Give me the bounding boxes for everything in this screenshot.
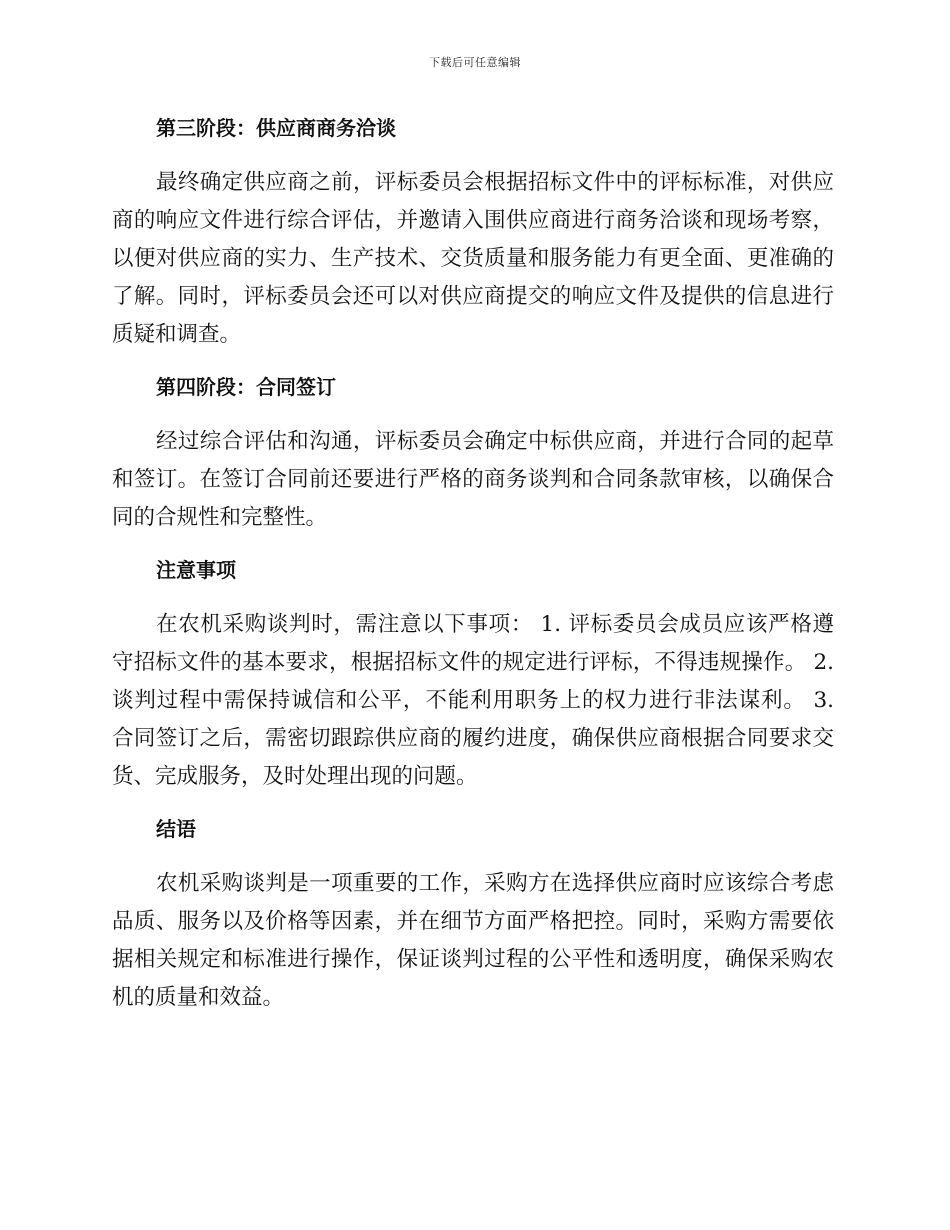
section-paragraph: 在农机采购谈判时，需注意以下事项： 1. 评标委员会成员应该严格遵守招标文件的基本要求，根据招标文件的规定进行评标，不得违规操作。 2. 谈判过程中需保持诚信和公平，不能利用职务上的权力进行非法谋利。 3. 合同签订之后，需密切跟踪供应商的履约进度，确保供应商根据合同要求交货、完成服务，及时处理出现的问题。 — [112, 612, 834, 789]
document-body — [112, 112, 834, 1034]
section-heading: 第三阶段：供应商商务洽谈 — [156, 116, 396, 140]
page-header: 下载后可任意编辑 — [429, 56, 521, 69]
section-paragraph: 农机采购谈判是一项重要的工作，采购方在选择供应商时应该综合考虑品质、服务以及价格等因素，并在细节方面严格把控。同时，采购方需要依据相关规定和标准进行操作，保证谈判过程的公平性和透明度，确保采购农机的质量和效益。 — [112, 871, 834, 1010]
section-heading: 第四阶段：合同签订 — [156, 375, 336, 399]
section-heading: 结语 — [156, 817, 196, 841]
section-conclusion — [112, 813, 834, 1017]
section-notes — [112, 554, 834, 796]
section-heading: 注意事项 — [156, 558, 236, 582]
section-stage-four — [112, 371, 834, 537]
section-paragraph: 经过综合评估和沟通，评标委员会确定中标供应商，并进行合同的起草和签订。在签订合同前还要进行严格的商务谈判和合同条款审核，以确保合同的合规性和完整性。 — [112, 429, 834, 530]
section-paragraph: 最终确定供应商之前，评标委员会根据招标文件中的评标标准，对供应商的响应文件进行综合评估，并邀请入围供应商进行商务洽谈和现场考察，以便对供应商的实力、生产技术、交货质量和服务能力有更全面、更准确的了解。同时，评标委员会还可以对供应商提交的响应文件及提供的信息进行质疑和调查。 — [112, 170, 834, 347]
section-stage-three — [112, 112, 834, 354]
